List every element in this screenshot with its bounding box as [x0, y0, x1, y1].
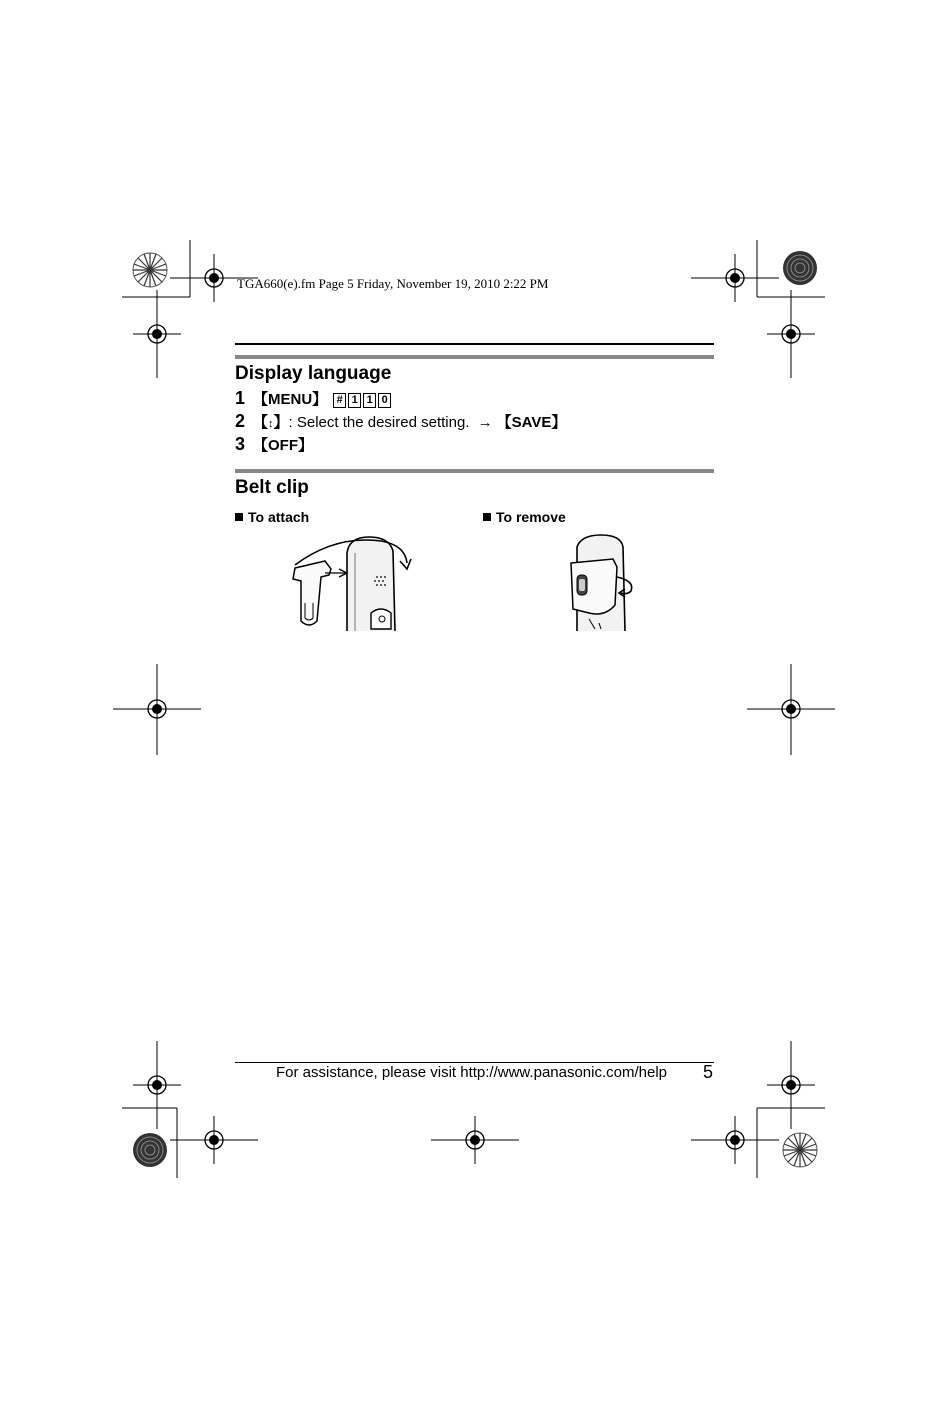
- key-sequence: [333, 391, 393, 408]
- footer-rule: [235, 1062, 714, 1063]
- bullet-square-icon: [483, 513, 491, 521]
- section-title-belt-clip: Belt clip: [235, 477, 309, 498]
- print-info-line: TGA660(e).fm Page 5 Friday, November 19, 2010 2:22 PM: [237, 276, 549, 291]
- belt-clip-attach-illustration: [285, 533, 425, 631]
- save-key-label: 【SAVE】: [496, 414, 567, 431]
- digit-key: 1: [348, 393, 361, 408]
- belt-clip-remove-illustration: [565, 533, 645, 631]
- right-arrow-icon: →: [477, 414, 493, 431]
- section-title-display-language: Display language: [235, 363, 392, 384]
- step-1: [235, 388, 393, 409]
- digit-key: 0: [378, 393, 391, 408]
- step-number: 1: [235, 388, 246, 408]
- off-key-label: 【OFF】: [253, 437, 313, 454]
- attach-label: To attach: [248, 509, 310, 525]
- menu-key-label: 【MENU】: [253, 391, 328, 408]
- step-number: 3: [235, 434, 246, 454]
- remove-label: To remove: [496, 509, 566, 525]
- remove-subheading: [483, 509, 566, 525]
- step-2-text: : Select the desired setting.: [288, 414, 474, 431]
- page-number: 5: [703, 1062, 714, 1082]
- bracket-close: 】: [273, 414, 289, 431]
- bottom-center-mark: [431, 1116, 519, 1164]
- bullet-square-icon: [235, 513, 243, 521]
- section-rule-belt-clip: [235, 469, 714, 473]
- step-2: [235, 411, 566, 432]
- attach-subheading: [235, 509, 309, 525]
- digit-key: 1: [363, 393, 376, 408]
- top-rule: [235, 343, 714, 345]
- step-3: [235, 434, 313, 455]
- section-rule-display-language: [235, 355, 714, 359]
- bracket-open: 【: [253, 414, 269, 431]
- footer-help-text: For assistance, please visit http://www.panasonic.com/help: [276, 1064, 668, 1081]
- hash-key: #: [333, 393, 346, 408]
- up-down-arrow-icon: ↕: [268, 418, 274, 430]
- step-number: 2: [235, 411, 246, 431]
